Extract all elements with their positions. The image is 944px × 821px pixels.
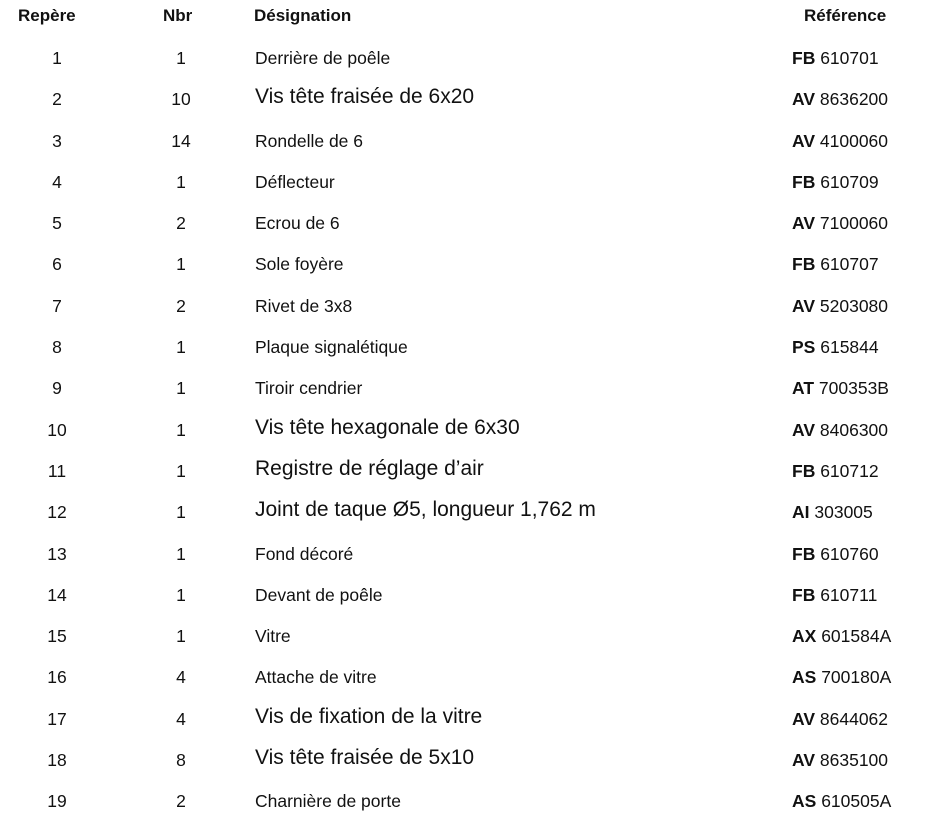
row-reference	[792, 254, 879, 275]
row-nbr: 1	[176, 419, 186, 440]
reference-code: 610712	[820, 460, 879, 481]
table-row	[0, 366, 944, 407]
reference-code: 7100060	[819, 213, 889, 234]
reference-code: 8406300	[819, 419, 889, 440]
reference-code: 8635100	[819, 750, 889, 771]
row-repere: 3	[52, 130, 62, 151]
reference-prefix: FB	[792, 254, 816, 275]
row-repere: 2	[52, 89, 62, 110]
row-repere: 7	[52, 295, 62, 316]
row-reference	[792, 296, 888, 317]
row-designation: Devant de poêle	[255, 584, 383, 605]
reference-prefix: FB	[792, 543, 816, 564]
reference-code: 5203080	[819, 295, 889, 316]
row-repere: 14	[47, 584, 67, 605]
row-nbr: 2	[176, 213, 186, 234]
reference-prefix: AS	[792, 791, 817, 812]
table-row	[0, 655, 944, 696]
reference-prefix: FB	[792, 171, 816, 192]
table-row	[0, 532, 944, 573]
reference-code: 610707	[820, 254, 879, 275]
reference-prefix: AV	[792, 708, 816, 729]
table-row	[0, 119, 944, 160]
row-designation: Déflecteur	[255, 171, 335, 192]
row-repere: 19	[47, 791, 67, 812]
row-reference	[792, 89, 888, 110]
row-repere: 5	[52, 213, 62, 234]
table-row	[0, 614, 944, 655]
table-row	[0, 573, 944, 614]
reference-code: 615844	[820, 337, 879, 358]
row-repere: 10	[47, 419, 67, 440]
row-repere: 16	[47, 667, 67, 688]
row-nbr: 1	[176, 48, 186, 68]
row-nbr: 10	[171, 89, 191, 110]
row-nbr: 1	[176, 460, 186, 481]
row-reference	[792, 750, 888, 771]
reference-code: 303005	[814, 502, 873, 523]
reference-prefix: AX	[792, 626, 817, 647]
row-designation: Fond décoré	[255, 543, 354, 564]
row-nbr: 1	[176, 337, 186, 358]
row-reference	[792, 172, 879, 193]
row-designation: Registre de réglage d’air	[255, 456, 484, 480]
row-designation: Tiroir cendrier	[255, 378, 363, 399]
reference-code: 610709	[820, 171, 879, 192]
row-designation: Vitre	[255, 626, 291, 647]
row-nbr: 1	[176, 502, 186, 523]
reference-code: 601584A	[821, 626, 892, 647]
row-repere: 6	[52, 254, 62, 275]
reference-code: 610701	[820, 48, 879, 68]
reference-prefix: AV	[792, 295, 816, 316]
reference-prefix: PS	[792, 337, 816, 358]
row-reference	[792, 585, 877, 606]
row-reference	[792, 213, 888, 234]
row-nbr: 1	[176, 171, 186, 192]
reference-code: 700180A	[821, 667, 892, 688]
table-row	[0, 160, 944, 201]
header-designation: Désignation	[254, 6, 352, 25]
table-row	[0, 779, 944, 820]
row-designation: Vis de fixation de la vitre	[255, 704, 483, 728]
row-nbr: 14	[171, 130, 191, 151]
row-repere: 9	[52, 378, 62, 399]
row-repere: 8	[52, 337, 62, 358]
reference-prefix: AV	[792, 750, 816, 771]
header-reference: Référence	[804, 6, 887, 25]
row-nbr: 2	[176, 791, 186, 812]
reference-prefix: AS	[792, 667, 817, 688]
row-reference	[792, 626, 891, 647]
row-designation: Vis tête fraisée de 5x10	[255, 746, 475, 770]
table-row	[0, 284, 944, 325]
reference-prefix: FB	[792, 460, 816, 481]
row-nbr: 2	[176, 295, 186, 316]
row-repere: 4	[52, 171, 62, 192]
row-reference	[792, 378, 889, 399]
reference-code: 700353B	[818, 378, 889, 399]
row-nbr: 8	[176, 750, 186, 771]
row-reference	[792, 48, 879, 69]
table-header	[0, 0, 944, 36]
row-nbr: 4	[176, 667, 186, 688]
table-row	[0, 242, 944, 283]
row-reference	[792, 667, 891, 688]
row-designation: Vis tête fraisée de 6x20	[255, 85, 475, 109]
row-designation: Derrière de poêle	[255, 48, 391, 68]
table-row	[0, 36, 944, 77]
table-row	[0, 449, 944, 490]
reference-code: 8636200	[819, 89, 889, 110]
table-row	[0, 738, 944, 779]
row-repere: 12	[47, 502, 67, 523]
row-designation: Vis tête hexagonale de 6x30	[255, 415, 520, 439]
row-nbr: 1	[176, 626, 186, 647]
row-repere: 17	[47, 708, 67, 729]
row-designation: Joint de taque Ø5, longueur 1,762 m	[255, 498, 596, 522]
reference-code: 4100060	[819, 130, 889, 151]
row-reference	[792, 791, 891, 812]
row-reference	[792, 461, 879, 482]
row-reference	[792, 420, 888, 441]
row-nbr: 1	[176, 543, 186, 564]
row-designation: Rivet de 3x8	[255, 295, 353, 316]
row-designation: Ecrou de 6	[255, 213, 340, 234]
row-reference	[792, 502, 873, 523]
row-repere: 13	[47, 543, 67, 564]
reference-code: 610505A	[821, 791, 892, 812]
row-designation: Rondelle de 6	[255, 130, 363, 151]
row-reference	[792, 131, 888, 152]
row-reference	[792, 544, 879, 565]
reference-prefix: FB	[792, 584, 816, 605]
row-nbr: 1	[176, 378, 186, 399]
reference-prefix: AV	[792, 130, 816, 151]
reference-code: 610711	[820, 584, 878, 605]
row-designation: Plaque signalétique	[255, 337, 408, 358]
row-repere: 11	[47, 460, 67, 481]
reference-code: 610760	[820, 543, 879, 564]
table-row	[0, 77, 944, 118]
reference-prefix: AT	[792, 378, 815, 399]
table-row	[0, 201, 944, 242]
row-designation: Charnière de porte	[255, 791, 401, 812]
row-designation: Sole foyère	[255, 254, 344, 275]
row-repere: 1	[52, 48, 62, 68]
reference-prefix: FB	[792, 48, 816, 68]
reference-prefix: AV	[792, 213, 816, 234]
header-nbr: Nbr	[163, 6, 193, 25]
reference-code: 8644062	[819, 708, 889, 729]
row-nbr: 1	[176, 584, 186, 605]
row-reference	[792, 709, 888, 730]
row-reference	[792, 337, 879, 358]
reference-prefix: AV	[792, 89, 816, 110]
row-nbr: 4	[176, 708, 186, 729]
table-row	[0, 490, 944, 531]
row-repere: 18	[47, 750, 67, 771]
table-row	[0, 325, 944, 366]
reference-prefix: AV	[792, 419, 816, 440]
header-repere: Repère	[18, 6, 76, 25]
reference-prefix: AI	[792, 502, 810, 523]
row-repere: 15	[47, 626, 67, 647]
row-designation: Attache de vitre	[255, 667, 377, 688]
table-row	[0, 408, 944, 449]
table-row	[0, 697, 944, 738]
row-nbr: 1	[176, 254, 186, 275]
